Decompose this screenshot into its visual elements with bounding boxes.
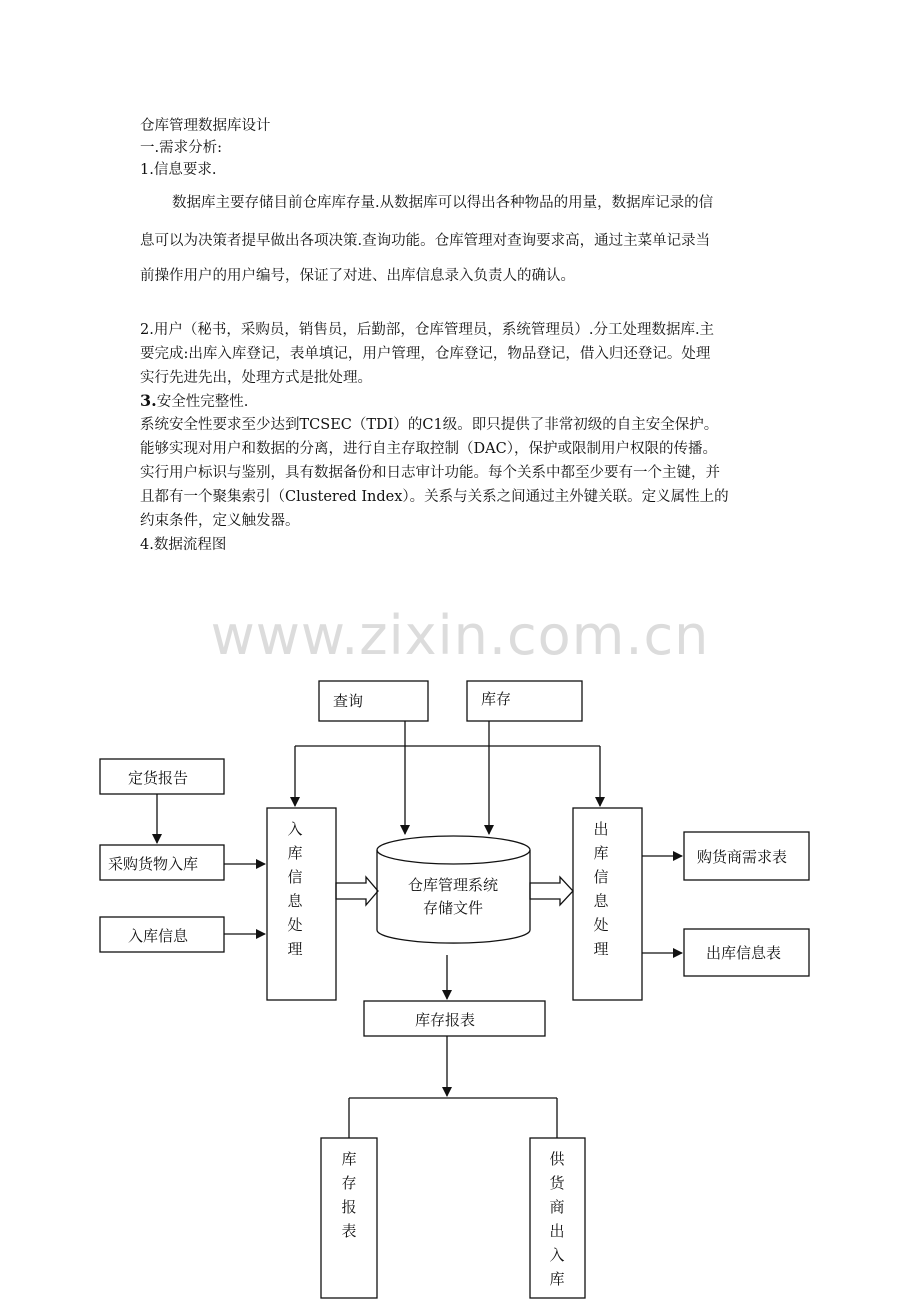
item1-paragraph-line3: 前操作用户的用户编号，保证了对进、出库信息录入负责人的确认。 [140,268,575,284]
in-process-char: 理 [287,940,303,958]
item2-line3: 实行先进先出，处理方式是批处理。 [140,370,372,386]
db-label-line2: 存储文件 [422,899,484,917]
stock-label: 库存 [481,690,512,708]
doc-title: 仓库管理数据库设计 [140,118,271,134]
item2-line2: 要完成:出库入库登记，表单填记，用户管理，仓库登记，物品登记，借入归还登记。处理 [140,346,711,362]
item4-heading: 4.数据流程图 [140,537,227,553]
in-process-char: 库 [287,844,303,862]
out-process-char: 息 [593,892,609,910]
stock-report-label: 库存报表 [415,1011,476,1029]
item1-paragraph-line1: 数据库主要存储目前仓库库存量.从数据库可以得出各种物品的用量，数据库记录的信 [172,195,714,211]
item1-paragraph-line2: 息可以为决策者提早做出各项决策.查询功能。仓库管理对查询要求高，通过主菜单记录当 [140,233,711,249]
out-process-char: 库 [593,844,609,862]
item3-number: 3. [140,391,157,410]
out-process-char: 处 [593,916,609,934]
item3-line1: 系统安全性要求至少达到TCSEC（TDI）的C1级。即只提供了非常初级的自主安全保护。 [140,417,719,433]
section-heading-requirements: 一.需求分析: [140,140,222,156]
supplier-io-v-char: 商 [549,1198,565,1216]
item3-line2: 能够实现对用户和数据的分离，进行自主存取控制（DAC），保护或限制用户权限的传播。 [140,441,717,457]
in-process-char: 息 [287,892,303,910]
supplier-io-v-char: 库 [549,1270,565,1288]
buyer-demand-label: 购货商需求表 [697,848,788,866]
item3-line4: 且都有一个聚集索引（Clustered Index）。关系与关系之间通过主外键关联。定义属性上的 [140,489,729,505]
stock-report-v-char: 库 [341,1150,357,1168]
query-label: 查询 [333,692,364,710]
item3-title: 安全性完整性. [156,394,249,410]
db-label-line1: 仓库管理系统 [407,876,499,894]
supplier-io-v-char: 入 [549,1246,565,1264]
stock-report-v-char: 存 [341,1174,357,1192]
supplier-io-v-char: 出 [549,1222,565,1240]
out-process-char: 理 [593,940,609,958]
watermark: www.zixin.com.cn [210,604,710,667]
supplier-io-v-char: 供 [549,1150,565,1168]
out-process-char: 信 [593,868,609,886]
in-process-char: 入 [287,820,303,838]
in-process-char: 信 [287,868,303,886]
supplier-io-v-char: 货 [549,1174,565,1192]
in-info-label: 入库信息 [128,927,189,945]
item2-line1: 2.用户（秘书，采购员，销售员，后勤部，仓库管理员，系统管理员）.分工处理数据库.主 [140,322,715,338]
hollow-arrow-db-to-out [530,877,573,905]
item3-line3: 实行用户标识与鉴别，具有数据备份和日志审计功能。每个关系中都至少要有一个主键，并 [140,465,720,481]
hollow-arrow-in-to-db [336,877,378,905]
in-process-char: 处 [287,916,303,934]
stock-report-v-char: 报 [341,1198,357,1216]
item1-heading: 1.信息要求. [140,162,217,178]
purchase-in-label: 采购货物入库 [108,855,199,873]
item3-line5: 约束条件，定义触发器。 [140,513,300,529]
stock-report-v-char: 表 [341,1222,357,1240]
out-info-label: 出库信息表 [706,944,782,962]
out-process-char: 出 [593,820,609,838]
order-report-label: 定货报告 [128,769,189,787]
